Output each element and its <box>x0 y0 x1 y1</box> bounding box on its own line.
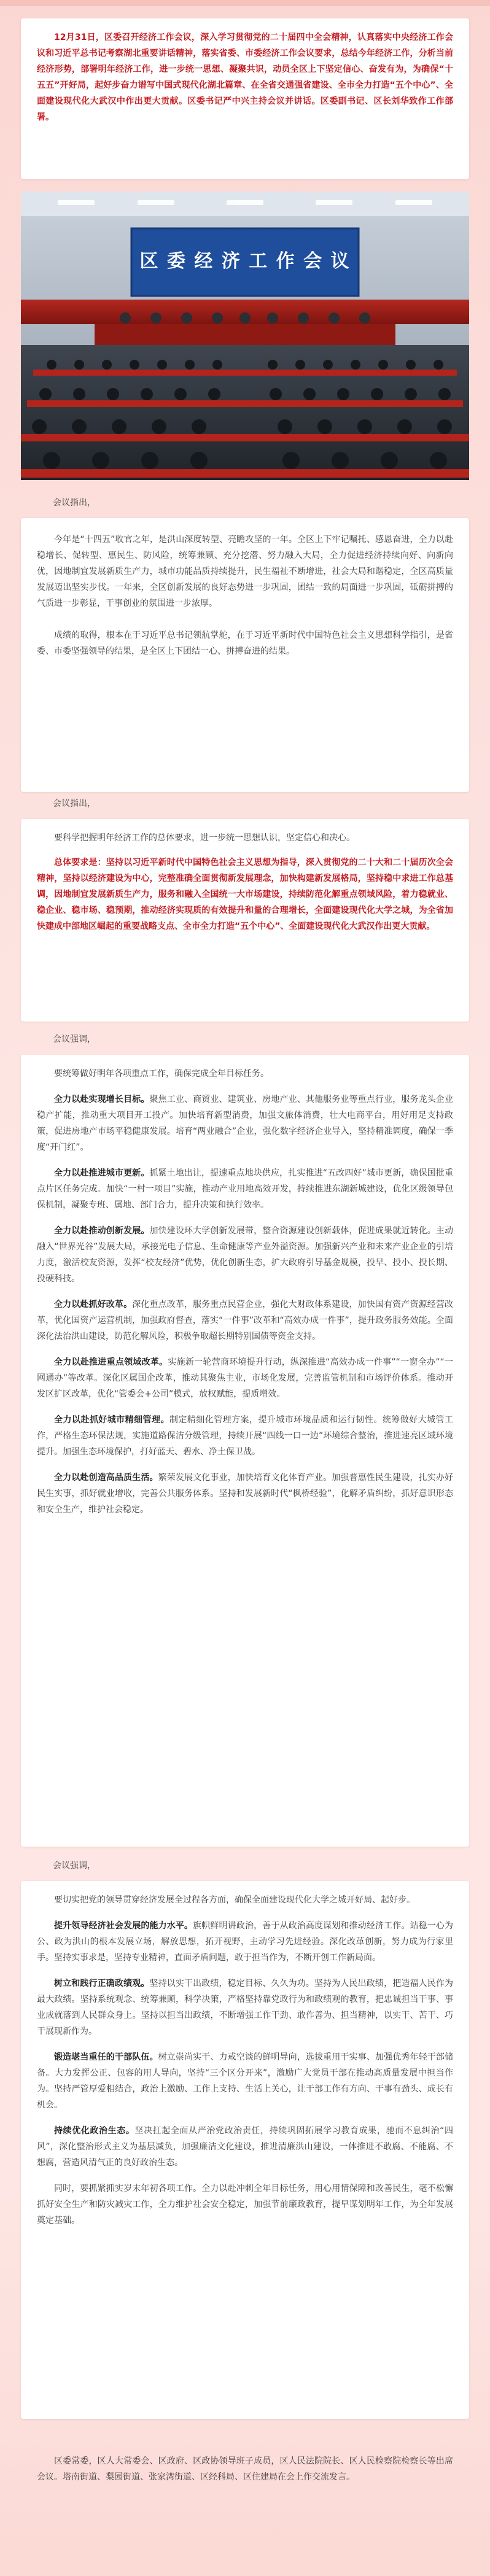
section1-paragraph-1: 今年是“十四五”收官之年，是洪山深度转型、亮瞻攻坚的一年。全区上下牢记嘱托、感恩奋进，全力以赴稳增长、促转型、惠民生、防风险，统筹兼顾、充分挖潜、努力融入大局，全力促进经济持续向好、向新向优，因地制宜发展新质生产力，城市功能品质持续提升，民生福祉不断增进，社会大局和谐稳定，全区高质量发展迈出坚实步伐。一年来，全区创新发展的良好态势进一步巩固，团结一致的局面进一步巩固，砥砺拼搏的气质进一步彰显，干事创业的氛围进一步浓厚。 <box>37 535 453 608</box>
section3-item-2 <box>37 1165 453 1213</box>
section3-item-6-lead: 全力以赴抓好城市精细管理。 <box>54 1415 169 1425</box>
section3-item-5 <box>37 1354 453 1402</box>
section3-label: 会议强调， <box>53 1034 96 1044</box>
section2-paragraph-1: 要科学把握明年经济工作的总体要求，进一步统一思想认识，坚定信心和决心。 <box>54 833 355 843</box>
section2-label: 会议指出， <box>53 799 96 809</box>
section2-card <box>21 819 469 1022</box>
section3-item-1-lead: 全力以赴实现增长目标。 <box>54 1095 150 1104</box>
section4-card <box>21 1881 469 2419</box>
section3-item-4-lead: 全力以赴抓好改革。 <box>54 1300 133 1309</box>
section3-item-6-text: 制定精细化管理方案，提升城市环境品质和运行韧性。统筹做好大城管工作，严格生态环保法规，实施道路保洁分级管理，持续开展“四线一口一边”环境综合整治，推进速亮区域环境提升。加强生态环境保护，打好蓝天、碧水、净土保卫战。 <box>37 1415 454 1457</box>
closing-card <box>21 2438 469 2555</box>
intro-card <box>21 18 469 179</box>
conference-photo-illustration <box>21 192 469 480</box>
section3-item-6 <box>37 1412 453 1460</box>
section4-closing-paragraph: 同时，要抓紧抓实岁末年初各项工作。全力以赴冲刺全年目标任务，用心用情保障和改善民生，毫不松懈抓好安全生产和防灾减灾工作，全力维护社会安全稳定，加强节前廉政教育，提早谋划明年工作，为全年发展奠定基础。 <box>37 2184 453 2225</box>
section4-item-1 <box>37 1918 453 1966</box>
section4-item-4-lead: 持续优化政治生态。 <box>54 2126 135 2136</box>
section4-item-3-text: 树立崇尚实干、力戒空谈的鲜明导向，选拔重用干实事、加强优秀年轻干部储备。大力发挥公正、包容的用人导向，坚持“三个区分开来”，激励广大党员干部在推动高质量发展中担当作为。坚持严管厚爱相结合，政治上激励、工作上支持、生活上关心，让干部工作有方向、干事有劲头、成长有机会。 <box>37 2052 454 2110</box>
conference-photo <box>21 192 469 480</box>
section3-item-7 <box>37 1470 453 1518</box>
section2-general-requirement: 总体要求是：坚持以习近平新时代中国特色社会主义思想为指导，深入贯彻党的二十大和二十届历次全会精神，坚持以经济建设为中心，完整准确全面贯彻新发展理念，加快构建新发展格局，坚持稳中求进工作总基调，因地制宜发展新质生产力，服务和融入全国统一大市场建设，持续防范化解重点领域风险，着力稳就业、稳企业、稳市场、稳预期，推动经济实现质的有效提升和量的合理增长，全面建设现代化大学之城，为全省加快建成中部地区崛起的重要战略支点、全市全力打造“五个中心”、全面建设现代化大武汉作出更大贡献。 <box>37 858 453 931</box>
section3-item-4 <box>37 1297 453 1344</box>
section4-label: 会议强调， <box>53 1861 96 1871</box>
section3-item-1-text: 聚焦工业、商贸业、建筑业、房地产业、其他服务业等重点行业，服务龙头企业稳产扩能，推动重大项目开工投产。加快培育新型消费，加强文旅体消费，壮大电商平台，用好用足支持政策，促进房地产市场平稳健康发展。培育“两业融合”企业，强化数字经济企业导入，坚持精准调度，确保一季度“开门红”。 <box>37 1095 453 1152</box>
conference-banner-text: 区 委 经 济 工 作 会 议 <box>139 250 351 272</box>
intro-paragraph: 12月31日，区委召开经济工作会议，深入学习贯彻党的二十届四中全会精神，认真落实中央经济工作会议和习近平总书记考察湖北重要讲话精神，落实省委、市委经济工作会议要求，总结今年经济工作，分析当前经济形势，部署明年经济工作，进一步统一思想、凝聚共识，动员全区上下坚定信心、奋发有为，为确保“十五五”开好局，起好步奋力谱写中国式现代化湖北篇章、在全省交通强省建设、全市全力打造“五个中心”、全面建设现代化大武汉中作出更大贡献。区委书记严中兴主持会议并讲话。区委副书记、区长刘华致作工作部署。 <box>37 33 453 122</box>
top-decor-ribbon <box>0 0 490 6</box>
section4-item-1-text: 旗帜鲜明讲政治，善于从政治高度谋划和推动经济工作。站稳一心为公、政为洪山的根本发展立场，解放思想，拓开视野，主动学习先进经验。深化改革创新，努力成为行家里手。坚持实事求是，坚持专业精神，直面矛盾问题，敢于担当作为，不断开创工作新局面。 <box>37 1921 454 1963</box>
section3-item-5-text: 实施新一轮营商环境提升行动，纵深推进“高效办成一件事”“一窗全办”“一网通办”等改革。深化区属国企改革，推动其聚焦主业，市场化发展，完善监管机制和市场评价体系。推动开发区扩区改革，优化“管委会+公司”模式，放权赋能，提质增效。 <box>37 1357 453 1399</box>
closing-paragraph: 区委常委，区人大常委会、区政府、区政协领导班子成员，区人民法院院长、区人民检察院检察长等出席会议。塔南街道、梨园街道、张家湾街道、区经科局、区住建局在会上作交流发言。 <box>37 2456 453 2482</box>
section4-item-3 <box>37 2049 453 2113</box>
section3-item-3-text: 加快建设环大学创新发展带，整合资源建设创新载体，促进成果就近转化。主动融入“世界光谷”发展大局，承接光电子信息、生命健康等产业外溢资源。加强新兴产业和未来产业企业的引培力度，激活校友资源，发挥“校友经济”优势，优化创新生态，扩大政府引导基金规模，投早、投小、投长期、投硬科技。 <box>37 1226 453 1284</box>
section3-item-2-text: 抓紧土地出让，提速重点地块供应，扎实推进“五改四好”城市更新，确保国批重点片区任务完成。加快“一村一项目”实施，推动产业用地高效开发，持续推进东湖新城建设，优化区级领导包保机制，凝聚专班、属地、部门合力，提升决策和执行效率。 <box>37 1168 453 1210</box>
section3-item-7-lead: 全力以赴创造高品质生活。 <box>54 1473 158 1483</box>
section4-item-2-text: 坚持以实干出政绩，稳定目标、久久为功。坚持为人民出政绩，把造福人民作为最大政绩。坚持系统观念、统筹兼顾，科学决策，严格坚持靠党政行为和政绩观的教育，把忠诚担当干事、事业成就落到人民群众身上。坚持以担当出政绩，不断增强工作干劲、敢作善为、担当精神，以实干、苦干、巧干展现新作为。 <box>37 1979 453 2036</box>
section4-item-3-lead: 锻造堪当重任的干部队伍。 <box>54 2052 158 2062</box>
section3-card <box>21 1055 469 1847</box>
section3-intro: 要统筹做好明年各项重点工作，确保完成全年目标任务。 <box>54 1069 269 1079</box>
section4-item-4 <box>37 2123 453 2171</box>
section1-card <box>21 518 469 792</box>
section3-item-3 <box>37 1223 453 1287</box>
section4-item-2 <box>37 1976 453 2039</box>
section4-item-4-text: 坚决扛起全面从严治党政治责任，持续巩固拓展学习教育成果，驰而不息纠治“四风”，深化整治形式主义为基层减负，加强廉洁文化建设，推进清廉洪山建设，一体推进不敢腐、不能腐、不想腐，营造风清气正的良好政治生态。 <box>37 2126 453 2168</box>
section3-item-2-lead: 全力以赴推进城市更新。 <box>54 1168 150 1178</box>
section3-item-7-text: 繁荣发展文化事业，加快培育文化体育产业。加强普惠性民生建设，扎实办好民生实事，抓好就业增收，完善公共服务体系。坚持和发展新时代“枫桥经验”，化解矛盾纠纷，抓好意识形态和安全生产，维护社会稳定。 <box>37 1473 454 1515</box>
section1-paragraph-2: 成绩的取得，根本在于习近平总书记领航掌舵，在于习近平新时代中国特色社会主义思想科学指引，是省委、市委坚强领导的结果，是全区上下团结一心、拼搏奋进的结果。 <box>37 630 453 656</box>
section3-item-4-text: 深化重点改革，服务重点民营企业，强化大财政体系建设，加快国有资产资源经营改革，优化国资产运营机制，加强政府督查，落实“一件事”改革和“高效办成一件事”，提升政务服务效能。全面深化法治洪山建设，防范化解风险，积极争取超长期特别国债等资金支持。 <box>37 1300 454 1341</box>
section4-item-2-lead: 树立和践行正确政绩观。 <box>54 1979 150 1988</box>
section4-item-1-lead: 提升领导经济社会发展的能力水平。 <box>54 1921 193 1931</box>
section3-item-5-lead: 全力以赴推进重点领域改革。 <box>54 1357 168 1367</box>
section3-item-3-lead: 全力以赴推动创新发展。 <box>54 1226 150 1236</box>
section3-item-1 <box>37 1092 453 1155</box>
section4-intro: 要切实把党的领导贯穿经济发展全过程各方面，确保全面建设现代化大学之城开好局、起好步。 <box>54 1895 415 1905</box>
section1-label: 会议指出， <box>53 498 96 508</box>
